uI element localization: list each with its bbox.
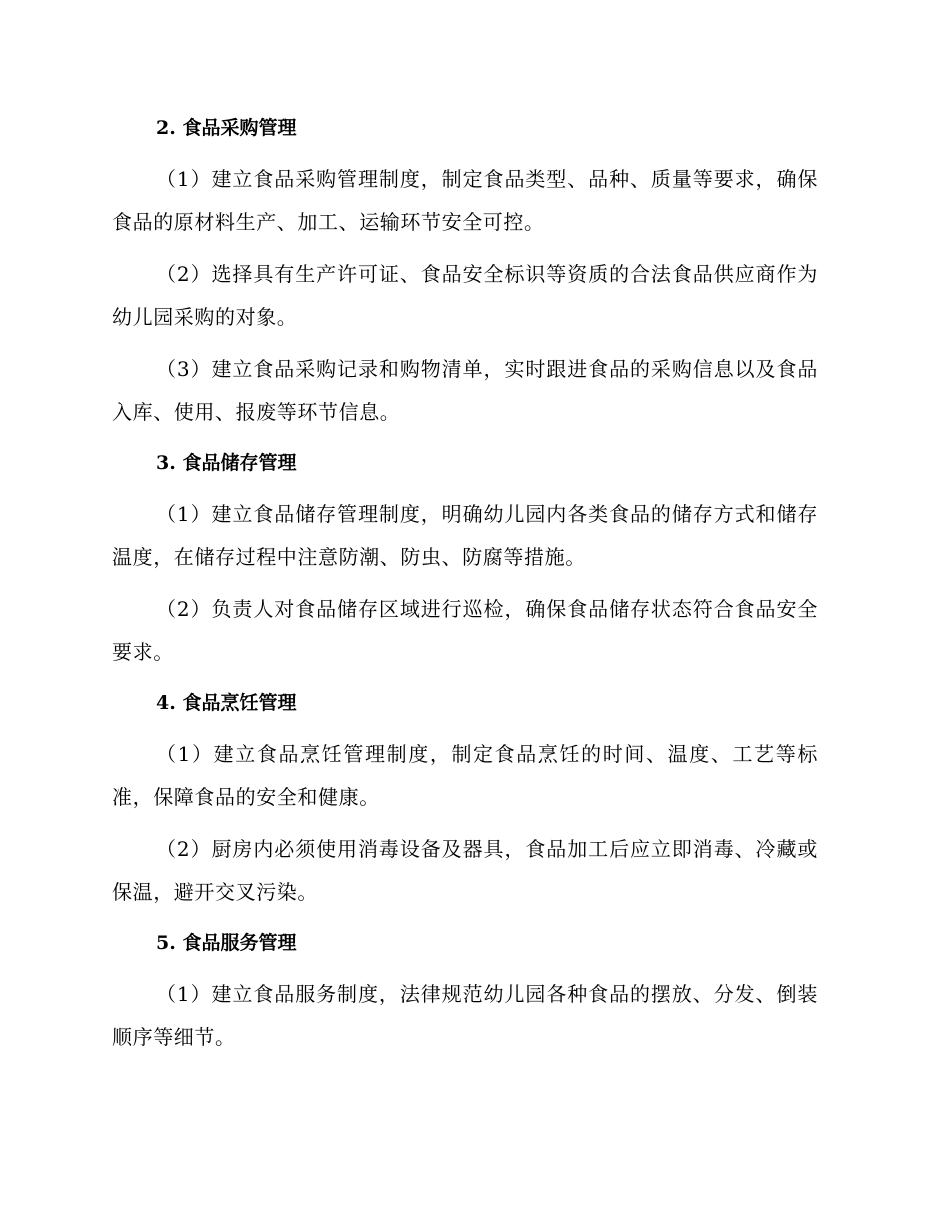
paragraph: （2）厨房内必须使用消毒设备及器具，食品加工后应立即消毒、冷藏或保温，避开交叉污染。 (112, 837, 818, 904)
paragraph: （3）建立食品采购记录和购物清单，实时跟进食品的采购信息以及食品入库、使用、报废等环节信息。 (112, 357, 818, 424)
section-heading: 4. 食品烹饪管理 (156, 692, 297, 714)
paragraph: （2）负责人对食品储存区域进行巡检，确保食品储存状态符合食品安全要求。 (112, 597, 818, 664)
paragraph: （1）建立食品采购管理制度，制定食品类型、品种、质量等要求，确保食品的原材料生产、加工、运输环节安全可控。 (112, 167, 818, 234)
paragraph: （1）建立食品烹饪管理制度，制定食品烹饪的时间、温度、工艺等标准，保障食品的安全和健康。 (112, 742, 818, 809)
document-body (112, 108, 818, 1059)
section-food-cooking (112, 683, 818, 923)
paragraph: （1）建立食品储存管理制度，明确幼儿园内各类食品的储存方式和储存温度，在储存过程中注意防潮、防虫、防腐等措施。 (112, 502, 818, 569)
section-heading: 3. 食品储存管理 (156, 452, 297, 474)
section-food-storage (112, 443, 818, 683)
paragraph: （1）建立食品服务制度，法律规范幼儿园各种食品的摆放、分发、倒装顺序等细节。 (112, 982, 818, 1049)
section-heading: 2. 食品采购管理 (156, 117, 297, 139)
paragraph: （2）选择具有生产许可证、食品安全标识等资质的合法食品供应商作为幼儿园采购的对象。 (112, 262, 818, 329)
section-food-procurement (112, 108, 818, 443)
section-food-service (112, 923, 818, 1059)
section-heading: 5. 食品服务管理 (156, 932, 297, 954)
